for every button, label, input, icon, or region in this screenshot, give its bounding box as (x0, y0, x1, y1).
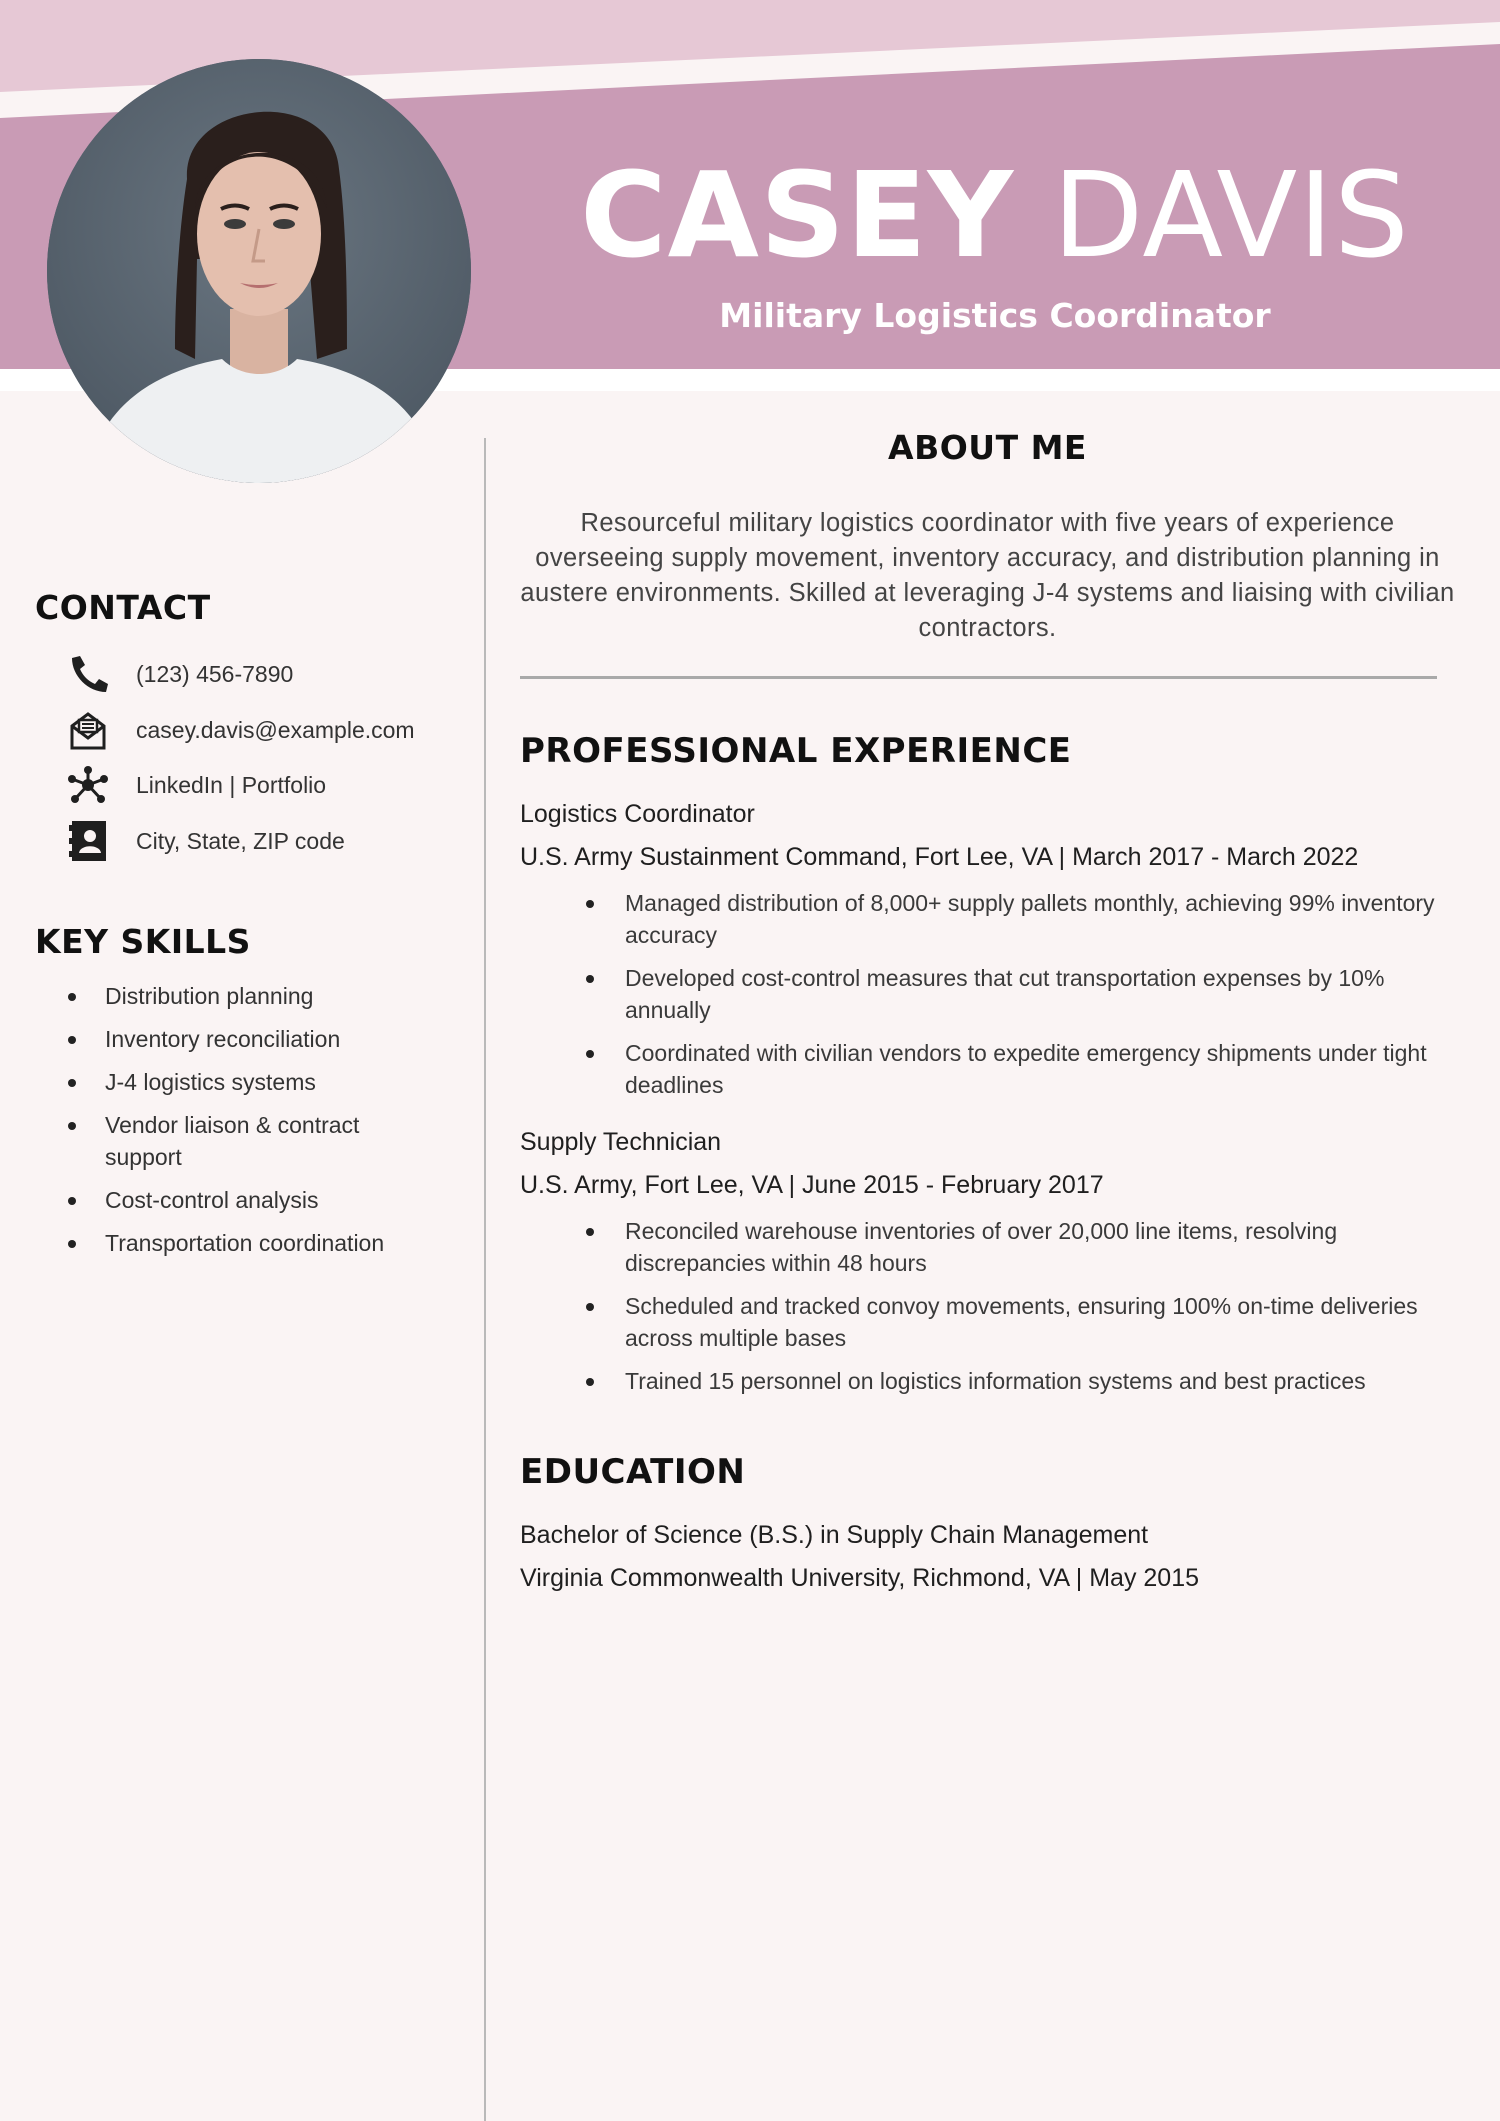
about-heading: ABOUT ME (888, 428, 1087, 467)
education-school: Virginia Commonwealth University, Richmond, VA | May 2015 (520, 1564, 1200, 1592)
job-title: Military Logistics Coordinator (719, 296, 1271, 335)
job-2-org: U.S. Army, Fort Lee, VA | June 2015 - February 2017 (520, 1171, 1104, 1199)
column-divider (484, 438, 486, 2121)
education-heading: EDUCATION (520, 1452, 746, 1492)
last-name: DAVIS (1052, 146, 1410, 284)
envelope-icon (62, 708, 114, 752)
skill-item: Cost-control analysis (35, 1184, 455, 1216)
job-bullet: Managed distribution of 8,000+ supply pallets monthly, achieving 99% inventory accuracy (520, 887, 1460, 951)
job-1-org: U.S. Army Sustainment Command, Fort Lee, VA | March 2017 - March 2022 (520, 843, 1359, 871)
candidate-name (560, 146, 1430, 284)
job-bullet: Scheduled and tracked convoy movements, ensuring 100% on-time deliveries across multiple bases (520, 1290, 1460, 1354)
job-1-bullets (520, 887, 1460, 1112)
skill-item: Transportation coordination (35, 1227, 455, 1259)
skill-item: J-4 logistics systems (35, 1066, 455, 1098)
contact-email (62, 708, 415, 752)
network-icon (62, 763, 114, 807)
phone-icon (62, 652, 114, 696)
about-text: Resourceful military logistics coordinator with five years of experience overseeing supply movement, inventory accuracy, and distribution planning in austere environments. Skilled at leveraging J-4 systems and liaising with civilian contractors. (520, 509, 1455, 642)
mailing-address: City, State, ZIP code (136, 827, 345, 854)
contact-phone (62, 652, 293, 696)
section-rule (520, 676, 1437, 679)
experience-heading: PROFESSIONAL EXPERIENCE (520, 731, 1072, 771)
address-book-icon (62, 819, 114, 863)
phone-number[interactable]: (123) 456-7890 (136, 660, 294, 687)
job-2-title: Supply Technician (520, 1128, 722, 1156)
job-bullet: Trained 15 personnel on logistics information systems and best practices (520, 1365, 1460, 1397)
job-bullet: Developed cost-control measures that cut transportation expenses by 10% annually (520, 962, 1460, 1026)
contact-heading: CONTACT (35, 588, 211, 627)
contact-links (62, 763, 326, 807)
profile-photo (47, 59, 471, 483)
skill-item: Inventory reconciliation (35, 1023, 455, 1055)
job-1-title: Logistics Coordinator (520, 800, 755, 828)
contact-address (62, 819, 345, 863)
skill-item: Vendor liaison & contract support (35, 1109, 405, 1173)
skills-list (35, 980, 455, 1270)
email-address[interactable]: casey.davis@example.com (136, 716, 415, 743)
job-2-bullets (520, 1215, 1460, 1408)
job-bullet: Coordinated with civilian vendors to expedite emergency shipments under tight deadlines (520, 1037, 1460, 1101)
linkedin-portfolio-links[interactable]: LinkedIn | Portfolio (136, 771, 327, 798)
education-degree: Bachelor of Science (B.S.) in Supply Chain Management (520, 1521, 1149, 1549)
first-name: CASEY (580, 146, 1015, 284)
skill-item: Distribution planning (35, 980, 455, 1012)
job-bullet: Reconciled warehouse inventories of over 20,000 line items, resolving discrepancies within 48 hours (520, 1215, 1460, 1279)
skills-heading: KEY SKILLS (35, 922, 251, 961)
